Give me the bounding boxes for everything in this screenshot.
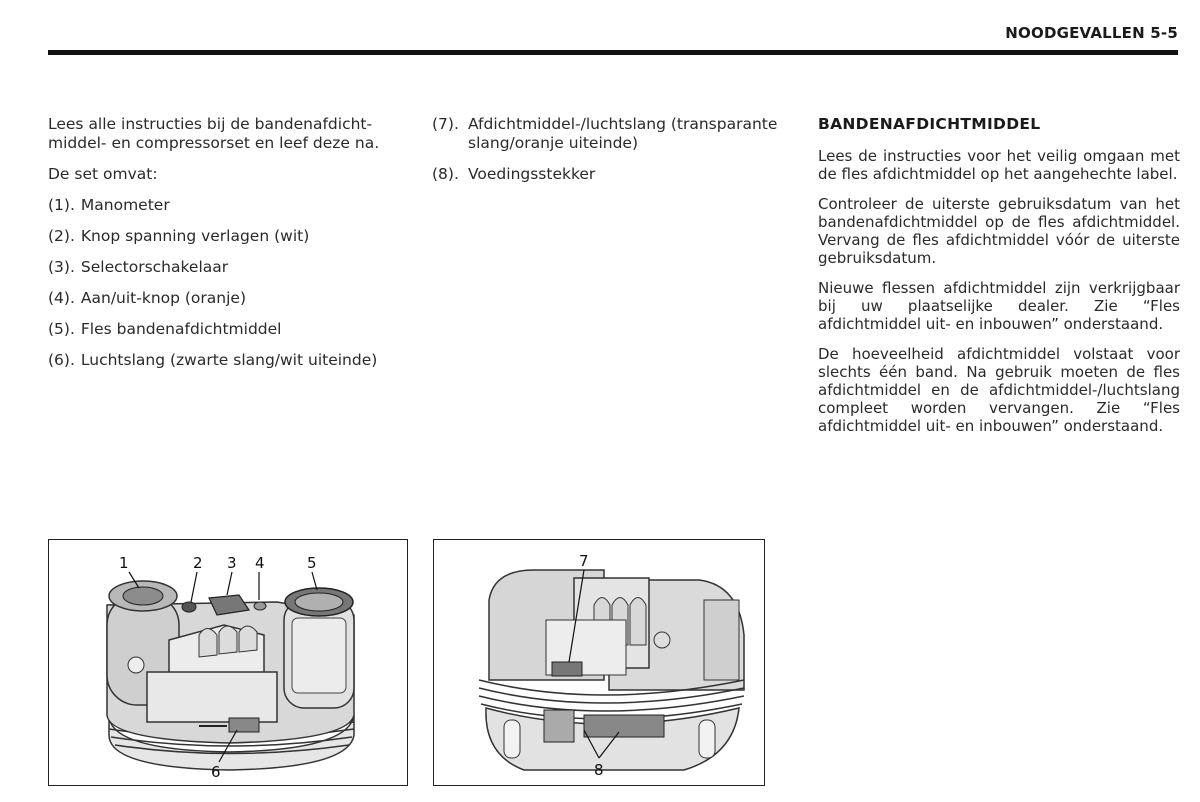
list-item xyxy=(48,320,408,339)
page-header-title: NOODGEVALLEN 5-5 xyxy=(1005,24,1178,42)
list-item-number: (8). xyxy=(432,165,459,183)
compressor-bottom-illustration xyxy=(433,539,765,786)
list-item-text: Fles bandenafdichtmiddel xyxy=(80,320,282,338)
compressor-front-drawing xyxy=(49,540,407,785)
list-item-text: Luchtslang (zwarte slang/wit uiteinde) xyxy=(80,351,378,369)
list-item-number: (4). xyxy=(48,289,75,307)
list-item-number: (7). xyxy=(432,115,459,133)
list-item-number: (6). xyxy=(48,351,75,369)
callout-6: 6 xyxy=(211,763,221,781)
header-rule xyxy=(48,50,1178,55)
list-item-text: Aan/uit-knop (oranje) xyxy=(80,289,247,307)
list-item xyxy=(48,196,408,215)
callout-5: 5 xyxy=(307,554,317,572)
callout-1: 1 xyxy=(119,554,129,572)
list-item-text: Voedingsstekker xyxy=(468,165,596,183)
callout-8: 8 xyxy=(594,761,604,779)
callout-7: 7 xyxy=(579,552,589,570)
list-item xyxy=(48,258,408,277)
column-left xyxy=(48,115,408,382)
compressor-bottom-drawing xyxy=(434,540,764,785)
list-item xyxy=(48,227,408,246)
body-paragraph: Controleer de uiterste gebruiksdatum van het bandenafdichtmiddel op de fles afdichtmiddel. Vervang de fles afdichtmiddel vóór de uiterste gebruiksdatum. xyxy=(818,195,1180,267)
list-item-text: Manometer xyxy=(80,196,170,214)
column-middle xyxy=(432,115,802,196)
body-paragraph: Nieuwe flessen afdichtmiddel zijn verkrijgbaar bij uw plaatselijke dealer. Zie “Fles afdichtmiddel uit- en inbouwen” onderstaand. xyxy=(818,279,1180,333)
list-item-text: Afdichtmiddel-/luchtslang (transparante slang/oranje uiteinde) xyxy=(468,115,778,152)
list-item xyxy=(48,289,408,308)
intro-paragraph: Lees alle instructies bij de bandenafdicht-middel- en compressorset en leef deze na. xyxy=(48,115,380,152)
list-item-number: (2). xyxy=(48,227,75,245)
list-item xyxy=(432,165,802,184)
list-item-number: (3). xyxy=(48,258,75,276)
body-paragraph: De hoeveelheid afdichtmiddel volstaat voor slechts één band. Na gebruik moeten de fles afdichtmiddel en de afdichtmiddel-/luchtslang compleet worden vervangen. Zie “Fles afdichtmiddel uit- en inbouwen” onderstaand. xyxy=(818,345,1180,435)
column-right xyxy=(818,115,1180,447)
list-item-text: Knop spanning verlagen (wit) xyxy=(80,227,310,245)
callout-4: 4 xyxy=(255,554,265,572)
callout-3: 3 xyxy=(227,554,237,572)
list-item xyxy=(48,351,408,370)
callout-2: 2 xyxy=(193,554,203,572)
compressor-front-illustration xyxy=(48,539,408,786)
list-item-text: Selectorschakelaar xyxy=(80,258,229,276)
list-item xyxy=(432,115,802,153)
section-heading: BANDENAFDICHTMIDDEL xyxy=(818,115,1041,133)
set-contains-label: De set omvat: xyxy=(48,165,158,183)
list-item-number: (1). xyxy=(48,196,75,214)
list-item-number: (5). xyxy=(48,320,75,338)
body-paragraph: Lees de instructies voor het veilig omgaan met de fles afdichtmiddel op het aangehechte label. xyxy=(818,147,1180,183)
